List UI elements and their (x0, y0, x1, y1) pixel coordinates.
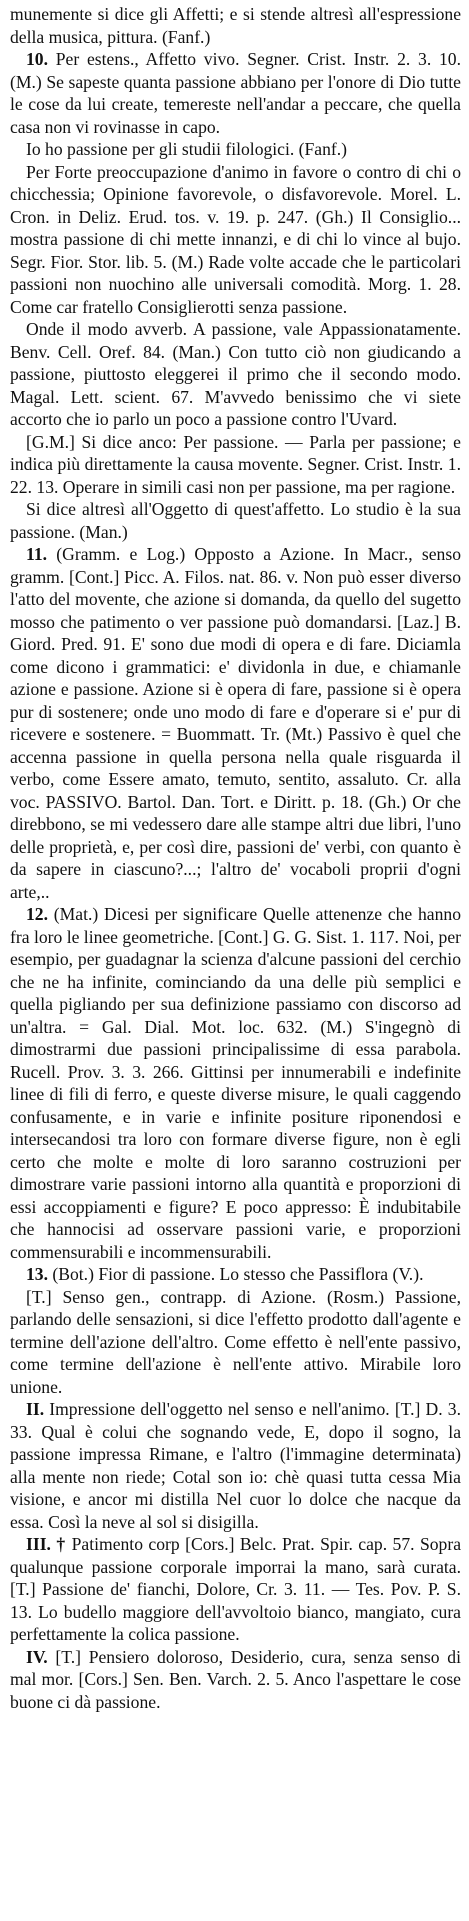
subsense-paragraph (10, 1286, 461, 1399)
sense-number: 11. (26, 544, 48, 564)
sense-number: II. (26, 1399, 45, 1419)
paragraph-text: Io ho passione per gli studii filologici. (Fanf.) (26, 139, 348, 159)
subsense-paragraph (10, 498, 461, 543)
paragraph-text: Onde il modo avverb. A passione, vale Appassionatamente. Benv. Cell. Oref. 84. (Man.) Con tutto ciò non giudicando a passione, piuttosto eleggerei il primo che il secondo modo. Magal. Lett. scient. 67. M'avvedo benissimo che vi siete accorto che io parlo un poco a passione contro l'Uvard. (10, 319, 461, 429)
paragraph-text: Si dice altresì all'Oggetto di quest'affetto. Lo studio è la sua passione. (Man.) (10, 499, 461, 542)
paragraph-text: [T.] Pensiero doloroso, Desiderio, cura, senza senso di mal mor. [Cors.] Sen. Ben. Varch. 2. 5. Anco l'aspettare le cose buone ci dà passione. (10, 1646, 461, 1712)
sense-11 (10, 543, 461, 903)
sense-12 (10, 903, 461, 1263)
paragraph-text: [T.] Senso gen., contrapp. di Azione. (Rosm.) Passione, parlando delle sensazioni, si dice l'effetto prodotto dall'agente e termine dell'azione dell'altro. Come effetto è nell'ente passivo, come termine dell'azione è nell'ente attivo. Mirabile loro unione. (10, 1286, 461, 1397)
entry-continuation (10, 3, 461, 48)
example-paragraph (10, 138, 461, 161)
paragraph-text: munemente si dice gli Affetti; e si stende altresì all'espressione della musica, pittura. (Fanf.) (10, 4, 461, 47)
sense-number: III. † (26, 1534, 67, 1554)
sense-III (10, 1533, 461, 1646)
paragraph-text: (Bot.) Fior di passione. Lo stesso che Passiflora (V.). (52, 1264, 424, 1284)
paragraph-text: Per estens., Affetto vivo. Segner. Crist. Instr. 2. 3. 10. (M.) Se sapeste quanta passione abbiano per l'onore di Dio tutte le cose da lui create, temereste nell'andar a peccare, che quella casa non vi rovinasse in capo. (10, 49, 461, 137)
sense-II (10, 1398, 461, 1533)
paragraph-text: (Gramm. e Log.) Opposto a Azione. In Macr., senso gramm. [Cont.] Picc. A. Filos. nat. 86. v. Non può esser diverso l'atto del movente, che azione si domanda, da quello del sugetto mosso che patimento o ver passione può domandarsi. [Laz.] B. Giord. Pred. 91. E' sono due modi di opera e di fare. Diciamla come dicono i grammatici: e' dividonla in due, e chiamanle azione e passione. Azione si è opera di fare, passione si è opera pur di sostenere; onde uno modo di fare e d'operare si e' pur di ricevere e sostenere. = Buommatt. Tr. (Mt.) Passivo è quel che accenna passione in quella persona nella quale risguarda il verbo, come Essere amato, temuto, sentito, assaluto. Cr. alla voc. PASSIVO. Bartol. Dan. Tort. e Diritt. p. 18. (Gh.) Or che direbbono, se mi vedessero dare alle stampe altri due libri, l'uno delle proprietà, e, per così dire, passioni de' verbi, con quanto è da sapere in ciascuno?...; l'altro de' vocaboli proprii d'ogni arte,.. (10, 544, 461, 902)
paragraph-text: [G.M.] Si dice anco: Per passione. — Parla per passione; e indica più direttamente la causa movente. Segner. Crist. Instr. 1. 22. 13. Operare in simili casi non per passione, ma per ragione. (10, 431, 461, 497)
sense-number: 12. (26, 904, 48, 924)
paragraph-text: Impressione dell'oggetto nel senso e nell'animo. [T.] D. 3. 33. Qual è colui che sognando vede, E, dopo il sogno, la passione impressa Rimane, e l'altro (l'immagine determinata) alla mente non riede; Cotal son io: chè quasi tutta cessa Mia visione, e ancor mi distilla Nel cuor lo dolce che nacque da essa. Così la neve al sol si disigilla. (10, 1399, 461, 1532)
sense-number: 13. (26, 1264, 48, 1284)
sense-number: IV. (26, 1646, 48, 1667)
paragraph-text: (Mat.) Dicesi per significare Quelle attenenze che hanno fra loro le linee geometriche. [Cont.] G. G. Sist. 1. 117. Noi, per esempio, per guadagnar la scienza d'alcune passioni del cerchio che ne ha infinite, cominciando da una delle più semplici e quella pigliando per sua definizione passiamo con discorso ad un'altra. = Gal. Dial. Mot. loc. 632. (M.) S'ingegnò di dimostrarmi due passioni principalissime di essa parabola. Rucell. Prov. 3. 3. 266. Gittinsi per innumerabili e indefinite linee di fili di ferro, e queste diverse misure, le quali caggendo confusamente, e in varie e infinite positure riponendosi e intersecandosi tra loro con formare diverse figure, non è egli certo che molte e molte di loro saranno costruzioni per dimostrare varie passioni intorno alla quantità e proporzioni di essi accoppiamenti e figure? E poco appresso: È indubitabile che hannocisi ad osservare passioni varie, e proporzioni commensurabili e incommensurabili. (10, 904, 461, 1262)
paragraph-text: Patimento corp [Cors.] Belc. Prat. Spir. cap. 57. Sopra qualunque passione corporale imporrai la mano, sarà curata. [T.] Passione de' fianchi, Dolore, Cr. 3. 11. — Tes. Pov. P. S. 13. Lo budello maggiore dell'avvoltoio bianco, mangiato, cura perfettamente la colica passione. (10, 1534, 462, 1644)
sense-10 (10, 48, 461, 138)
sense-number: 10. (26, 49, 48, 69)
subsense-paragraph (10, 318, 461, 431)
subsense-paragraph (10, 161, 461, 319)
subsense-paragraph (10, 431, 461, 499)
sense-13 (10, 1263, 461, 1286)
sense-IV (10, 1646, 461, 1714)
paragraph-text: Per Forte preoccupazione d'animo in favore o contro di chi o chicchessia; Opinione favorevole, o disfavorevole. Morel. L. Cron. in Deliz. Erud. tos. v. 19. p. 247. (Gh.) Il Consiglio... mostra passione di chi mette innanzi, e di chi lo vince al bujo. Segr. Fior. Stor. lib. 5. (M.) Rade volte accade che le particolari passioni non nuochino alle universali comodità. Morg. 1. 28. Come car fratello Consiglierotti senza passione. (10, 161, 461, 317)
